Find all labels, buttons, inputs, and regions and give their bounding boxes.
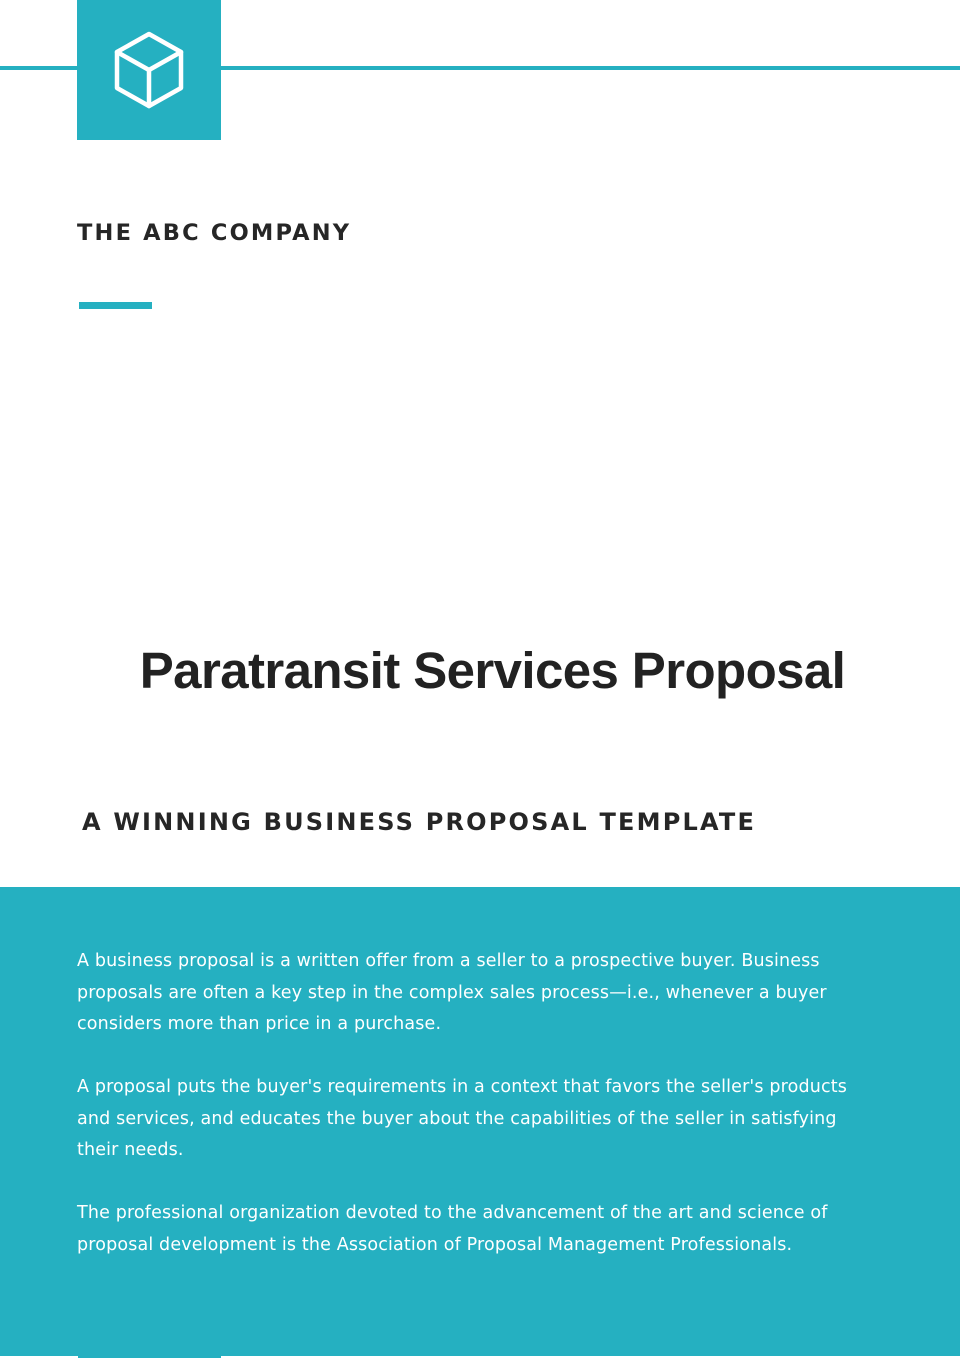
page-subtitle: A WINNING BUSINESS PROPOSAL TEMPLATE bbox=[82, 808, 757, 836]
cube-icon bbox=[113, 30, 185, 110]
header-rule-right bbox=[221, 66, 960, 70]
header-rule-left bbox=[0, 66, 78, 70]
company-name: THE ABC COMPANY bbox=[77, 220, 352, 246]
summary-paragraph: A business proposal is a written offer from a seller to a prospective buyer. Business proposals are often a key step in the complex sales process—i.e., whenever a buyer considers more than price in a purchase. bbox=[77, 951, 827, 1034]
page-title: Paratransit Services Proposal bbox=[139, 642, 846, 699]
summary-paragraph: The professional organization devoted to the advancement of the art and science of proposal development is the Association of Proposal Management Professionals. bbox=[77, 1203, 828, 1255]
summary-paragraph: A proposal puts the buyer's requirements in a context that favors the seller's products and services, and educates the buyer about the capabilities of the seller in satisfying their needs. bbox=[77, 1077, 848, 1160]
summary-text bbox=[77, 946, 877, 1293]
logo-badge bbox=[77, 0, 221, 140]
accent-divider bbox=[79, 302, 152, 309]
